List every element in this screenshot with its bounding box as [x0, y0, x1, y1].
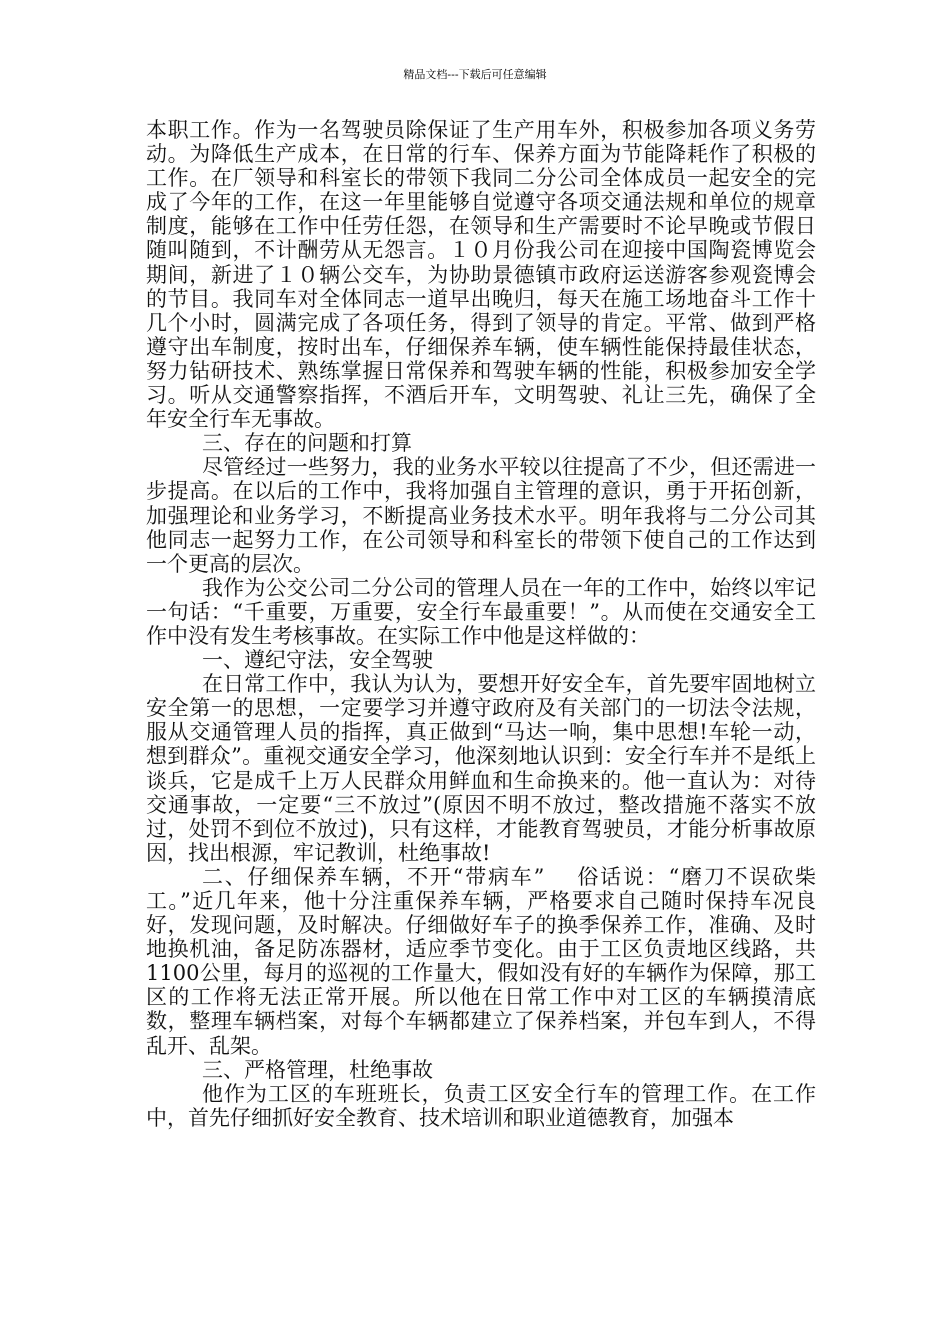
- section-heading: 三、严格管理，杜绝事故: [202, 1057, 433, 1082]
- body-paragraph: 二、仔细保养车辆，不开“带病车” 俗话说：“磨刀不误砍柴工。”近几年来，他十分注重保养车辆，严格要求自己随时保持车况良好，发现问题，及时解决。仔细做好车子的换季保养工作，准确、及时地换机油，备足防冻器材，适应季节变化。由于工区负责地区线路，共1100公里，每月的巡视的工作量大，假如没有好的车辆作为保障，那工区的工作将无法正常开展。所以他在日常工作中对工区的车辆摸清底数，整理车辆档案，对每个车辆都建立了保养档案，并包车到人，不得乱开、乱架。: [146, 864, 816, 1058]
- section-heading: 三、存在的问题和打算: [202, 431, 412, 456]
- body-paragraph: 我作为公交公司二分公司的管理人员在一年的工作中，始终以牢记一句话：“千重要，万重要，安全行车最重要！”。从而使在交通安全工作中没有发生考核事故。在实际工作中他是这样做的：: [146, 575, 816, 648]
- body-paragraph: 尽管经过一些努力，我的业务水平较以往提高了不少，但还需进一步提高。在以后的工作中，我将加强自主管理的意识，勇于开拓创新，加强理论和业务学习，不断提高业务技术水平。明年我将与二分公司其他同志一起努力工作，在公司领导和科室长的带领下使自己的工作达到一个更高的层次。: [146, 455, 816, 576]
- section-heading: 一、遵纪守法，安全驾驶: [202, 648, 433, 673]
- body-paragraph: 本职工作。作为一名驾驶员除保证了生产用车外，积极参加各项义务劳动。为降低生产成本，在日常的行车、保养方面为节能降耗作了积极的工作。在厂领导和科室长的带领下我同二分公司全体成员一起安全的完成了今年的工作，在这一年里能够自觉遵守各项交通法规和单位的规章制度，能够在工作中任劳任怨，在领导和生产需要时不论早晚或节假日随叫随到，不计酬劳从无怨言。１０月份我公司在迎接中国陶瓷博览会期间，新进了１０辆公交车，为协助景德镇市政府运送游客参观瓷博会的节目。我同车对全体同志一道早出晚归，每天在施工场地奋斗工作十几个小时，圆满完成了各项任务，得到了领导的肯定。平常、做到严格遵守出车制度，按时出车，仔细保养车辆，使车辆性能保持最佳状态，努力钻研技术、熟练掌握日常保养和驾驶车辆的性能，积极参加安全学习。听从交通警察指挥，不酒后开车，文明驾驶、礼让三先，确保了全年安全行车无事故。: [146, 118, 816, 432]
- body-paragraph: 在日常工作中，我认为认为，要想开好安全车，首先要牢固地树立安全第一的思想，一定要学习并遵守政府及有关部门的一切法令法规，服从交通管理人员的指挥，真正做到“马达一响，集中思想!车轮一动，想到群众”。重视交通安全学习，他深刻地认识到：安全行车并不是纸上谈兵，它是成千上万人民群众用鲜血和生命换来的。他一直认为：对待交通事故，一定要“三不放过”(原因不明不放过，整改措施不落实不放过，处罚不到位不放过)，只有这样，才能教育驾驶员，才能分析事故原因，找出根源，牢记教训，杜绝事故!: [146, 672, 816, 865]
- body-paragraph: 他作为工区的车班班长，负责工区安全行车的管理工作。在工作中，首先仔细抓好安全教育、技术培训和职业道德教育，加强本: [146, 1081, 816, 1130]
- page-header: 精品文档---下载后可任意编辑: [403, 68, 547, 81]
- document-body: [146, 118, 816, 1130]
